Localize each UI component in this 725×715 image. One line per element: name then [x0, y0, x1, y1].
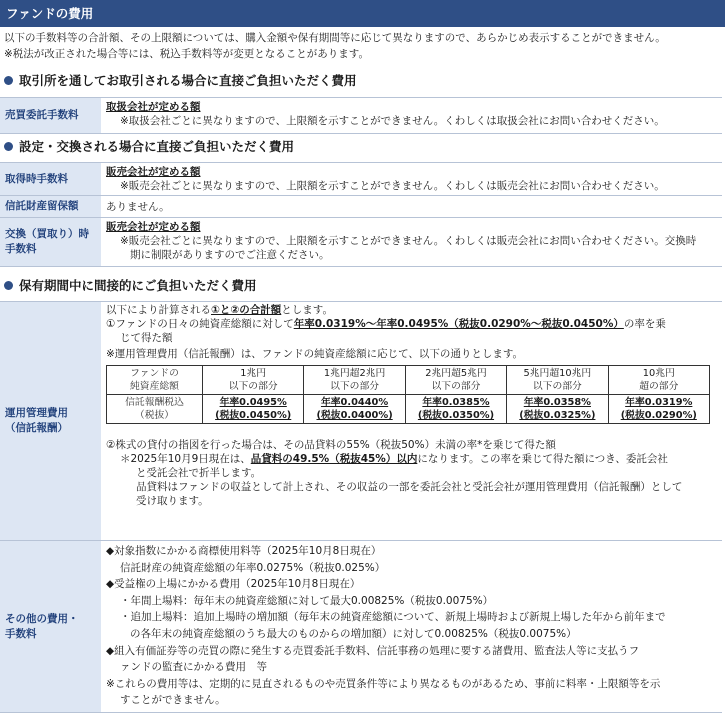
row-label: 売買委託手数料 [0, 98, 101, 133]
row-other-fees: その他の費用・ 手数料 ◆対象指数にかかる商標使用料等（2025年10月8日現在） 信託財産の純資産総額の年率0.0275%（税抜0.025%） ◆受益権の上場にかかる費用（2025年10月8日現在） ・年間上場料：毎年末の純資産総額に対して最大0.00825%（税抜0.0075%） ・追加上場料：追加上場時の増加額（毎年末の純資産総額について、新規上場時および新規上場した年から前年まで の各年末の純資産総額のうち最大のものからの増加額）に対して0.00825%（税抜0.0075%） ◆組入有価証券等の売買の際に発生する売買委託手数料、信託事務の処理に要する諸費用、監査法人等に支払うフ ァンドの監査にかかる費用 等 ※これらの費用等は、定期的に見直されるものや売買条件等により異なるものがあるため、事前に料率・上限額等を示 すことができません。 [0, 540, 722, 713]
section-exchange-heading: 取引所を通してお取引される場合に直接ご負担いただく費用 [4, 71, 720, 91]
row-trust-reserve: 信託財産留保額 ありません。 [0, 195, 722, 218]
intro-line-1: 以下の手数料等の合計額、その上限額については、購入金額や保有期間等に応じて異なりますので、あらかじめ表示することができません。 [4, 32, 666, 44]
table-row: 信託報酬税込 （税抜） 年率0.0495% (税抜0.0450%) 年率0.0440% (税抜0.0400%) 年率0.0385% (税抜0.0350%) 年率0.0358% (税抜0.0325%) 年率0.0319% (税抜0.0290%) [107, 395, 710, 424]
row-management-fee: 運用管理費用 （信託報酬） 以下により計算される①と②の合計額とします。 ①ファンドの日々の純資産総額に対して年率0.0319%～年率0.0495%（税抜0.0290%～税抜0.0450%）の率を乗 じて得た額 ※運用管理費用（信託報酬）は、ファンドの純資産総額に応じて、以下の通りとします。 ファンドの 純資産総額 1兆円 以下の部分 1兆円超2兆円 以下の部分 2兆円超5兆円 以下の部分 5兆円超10兆円 以下の部分 10兆円 超の部分 信託報酬税込 （税抜） 年率0.0495% (税抜0.0450%) 年率0.0440% (税抜0.0400%) 年率0.0385% (税抜0.0350%) 年率0.0358% (税抜0.0325%) 年率0.0319% (税抜0.0290%) ②株式の貸付の指図を行った場合は、その品貸料の55%（税抜50%）未満の率*を乗じて得た額 ＊2025年10月9日現在は、品貸料の49.5%（税抜45%）以内になります。この率を乗じて得た額につき、委託会社 と受託会社で折半します。 品貸料はファンドの収益として計上され、その収益の一部を委託会社と受託会社が運用管理費用（信託報酬）として 受け取ります。 [0, 301, 722, 541]
intro-text [4, 30, 720, 62]
fee-note: ※取扱会社ごとに異なりますので、上限額を示すことができません。くわしくは取扱会社にお問い合わせください。 [120, 115, 665, 127]
row-acquisition-fee: 取得時手数料 販売会社が定める額 ※販売会社ごとに異なりますので、上限額を示すことができません。くわしくは販売会社にお問い合わせください。 [0, 162, 722, 196]
row-brokerage-commission [0, 97, 722, 134]
section-holding-heading: 保有期間中に間接的にご負担いただく費用 [4, 276, 720, 296]
section-creation-heading: 設定・交換される場合に直接ご負担いただく費用 [4, 137, 720, 157]
row-exchange-fee: 交換（買取り）時 手数料 販売会社が定める額 ※販売会社ごとに異なりますので、上限額を示すことができません。くわしくは販売会社にお問い合わせください。交換時 期に制限がありますのでご注意ください。 [0, 217, 722, 267]
fee-rate-table [106, 365, 710, 424]
bullet-dot-icon [4, 76, 13, 85]
bullet-dot-icon [4, 142, 13, 151]
fee-amount: 取扱会社が定める額 [106, 101, 201, 113]
bullet-dot-icon [4, 281, 13, 290]
intro-line-2: ※税法が改正された場合等には、税込手数料等が変更となることがあります。 [4, 48, 369, 60]
table-header-row: ファンドの 純資産総額 1兆円 以下の部分 1兆円超2兆円 以下の部分 2兆円超5兆円 以下の部分 5兆円超10兆円 以下の部分 10兆円 超の部分 [107, 366, 710, 395]
page-title: ファンドの費用 [0, 0, 725, 27]
